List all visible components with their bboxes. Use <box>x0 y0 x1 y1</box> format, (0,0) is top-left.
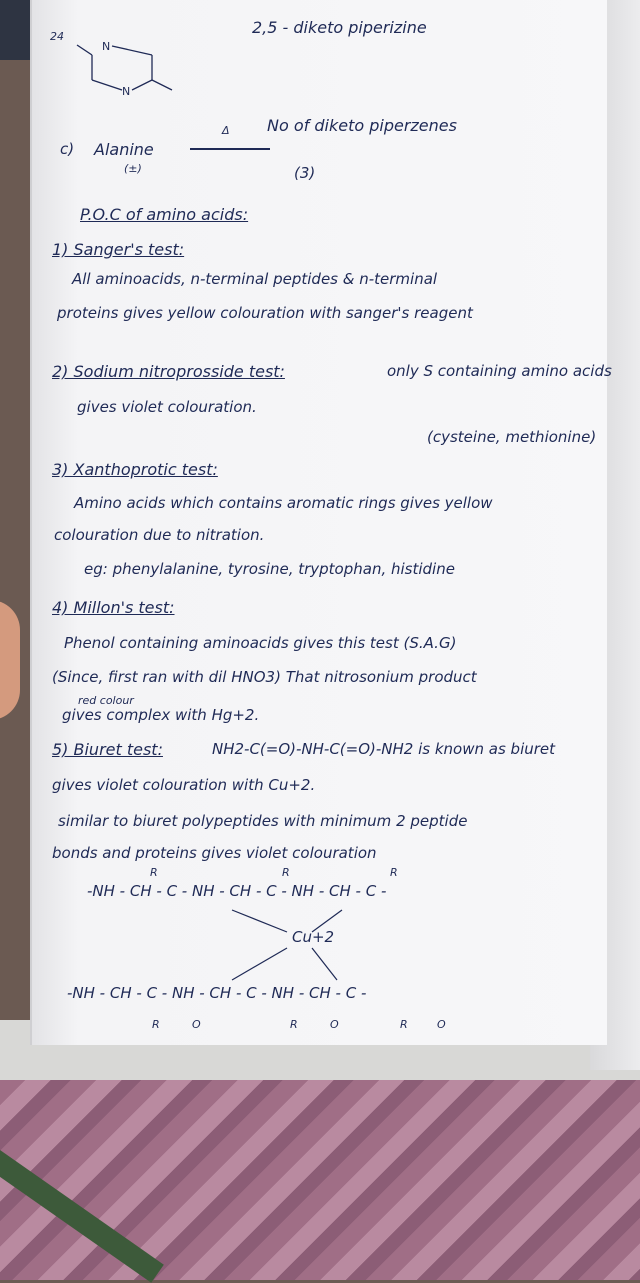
product: No of diketo piperzenes <box>267 116 457 135</box>
test-line: bonds and proteins gives violet colouration <box>52 844 377 862</box>
o-label: O <box>330 1018 339 1031</box>
reaction-item: c) <box>60 140 75 158</box>
test-line: (Since, first ran with dil HNO3) That nitrosonium product <box>52 668 477 686</box>
thumb <box>0 600 20 720</box>
r-label: R <box>290 1018 298 1031</box>
test-line: eg: phenylalanine, tyrosine, tryptophan, histidine <box>84 560 455 578</box>
test-line: gives violet colouration with Cu+2. <box>52 776 316 794</box>
reaction-arrow <box>190 148 270 150</box>
coordination-arrows <box>212 900 372 990</box>
test-line: All aminoacids, n-terminal peptides & n-terminal <box>72 270 438 288</box>
r-label: R <box>150 866 158 879</box>
svg-text:N: N <box>102 40 111 53</box>
section-title: P.O.C of amino acids: <box>80 205 249 224</box>
page-corner-number: 24 <box>50 30 64 43</box>
test-heading: 5) Biuret test: <box>52 740 163 759</box>
reactant: Alanine <box>94 140 154 159</box>
complex-center: Cu+2 <box>292 928 335 946</box>
test-line: similar to biuret polypeptides with minimum 2 peptide <box>58 812 468 830</box>
test-line: only S containing amino acids <box>387 362 612 380</box>
test-line: colouration due to nitration. <box>54 526 265 544</box>
complex-bottom-chain: -NH - CH - C - NH - CH - C - NH - CH - C - <box>67 984 367 1002</box>
test-line: Phenol containing aminoacids gives this test (S.A.G) <box>64 634 457 652</box>
test-line: gives violet colouration. <box>77 398 257 416</box>
svg-text:N: N <box>122 85 131 98</box>
o-label: O <box>192 1018 201 1031</box>
diketopiperazine-structure <box>62 10 212 105</box>
test-line: proteins gives yellow colouration with sanger's reagent <box>57 304 473 322</box>
product-count: (3) <box>294 164 316 182</box>
arrow-label: Δ <box>222 124 230 137</box>
complex-top-chain: -NH - CH - C - NH - CH - C - NH - CH - C - <box>87 882 387 900</box>
test-heading: 1) Sanger's test: <box>52 240 185 259</box>
test-heading: 3) Xanthoprotic test: <box>52 460 218 479</box>
r-label: R <box>152 1018 160 1031</box>
molecule-label: 2,5 - diketo piperizine <box>252 18 427 37</box>
r-label: R <box>400 1018 408 1031</box>
reactant-sub: (±) <box>124 162 142 175</box>
test-line: NH2-C(=O)-NH-C(=O)-NH2 is known as biuret <box>212 740 556 758</box>
test-line: gives complex with Hg+2. <box>62 706 260 724</box>
test-heading: 2) Sodium nitroprosside test: <box>52 362 285 381</box>
test-line: Amino acids which contains aromatic rings gives yellow <box>74 494 493 512</box>
test-heading: 4) Millon's test: <box>52 598 175 617</box>
fabric-background <box>0 1080 640 1280</box>
test-line: red colour <box>78 694 134 707</box>
test-line: (cysteine, methionine) <box>427 428 597 446</box>
o-label: O <box>437 1018 446 1031</box>
notebook-page <box>30 0 612 1045</box>
r-label: R <box>282 866 290 879</box>
r-label: R <box>390 866 398 879</box>
